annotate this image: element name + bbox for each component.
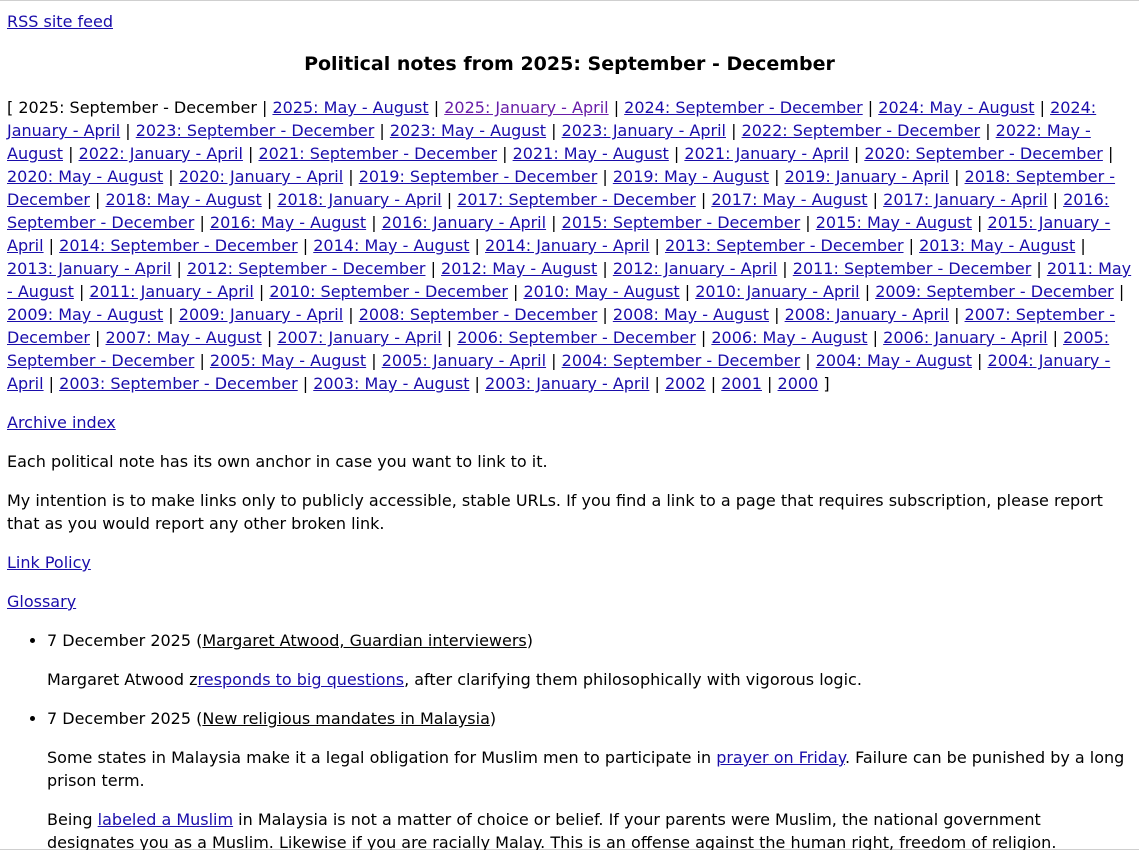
archive-link[interactable]: 2013: January - April <box>7 259 172 278</box>
archive-link[interactable]: 2022: May - August <box>7 121 1091 163</box>
archive-link[interactable]: 2017: September - December <box>457 190 696 209</box>
archive-link[interactable]: 2008: May - August <box>612 305 770 324</box>
archive-link[interactable]: 2007: May - August <box>105 328 262 347</box>
note-source-link[interactable]: labeled a Muslim <box>97 810 234 829</box>
note-anchor-link[interactable]: New religious mandates in Malaysia <box>202 709 490 728</box>
note-heading: • 7 December 2025 (New religious mandates in Malaysia) <box>47 709 497 728</box>
archive-link[interactable]: 2004: September - December <box>561 351 801 370</box>
archive-link[interactable]: 2021: September - December <box>258 144 498 163</box>
link-policy-paragraph <box>7 551 1132 574</box>
archive-link[interactable]: 2006: May - August <box>711 328 868 347</box>
note-item <box>47 707 1132 850</box>
archive-link[interactable]: 2023: September - December <box>135 121 375 140</box>
note-text: Some states in Malaysia make it a legal obligation for Muslim men to participate in <box>47 748 717 767</box>
page-title: Political notes from 2025: September - December <box>304 53 835 75</box>
archive-link[interactable]: 2011: May - August <box>7 259 1132 301</box>
archive-link[interactable]: 2024: September - December <box>624 98 863 117</box>
archive-current-period: 2025: September - December <box>18 98 257 117</box>
archive-link[interactable]: 2008: January - April <box>784 305 949 324</box>
note-text: Margaret Atwood z <box>47 670 198 689</box>
archive-link[interactable]: 2020: September - December <box>864 144 1103 163</box>
archive-link[interactable]: 2025: May - August <box>272 98 429 117</box>
archive-link[interactable]: 2025: January - April <box>444 98 609 117</box>
page-content <box>0 10 1139 850</box>
archive-link[interactable]: 2007: January - April <box>277 328 442 347</box>
archive-link[interactable]: 2019: September - December <box>358 167 598 186</box>
archive-link[interactable]: 2020: January - April <box>178 167 344 186</box>
anchor-note: Each political note has its own anchor in case you want to link to it. <box>7 452 548 471</box>
archive-link[interactable]: 2003: May - August <box>313 374 470 393</box>
archive-links: | 2025: May - August | 2025: January - April | 2024: September - December | 2024: May - August | 2024: January - April | 2023: September - December | 2023: May - August | 2023: January - April | 2022: September - December | 2022: May - August | 2022: January - April | 2021: September - December | 2021: May - August | 2021: January - April | 2020: September - December | 2020: May - August | 2020: January - April | 2019: September - December | 2019: May - August | 2019: January - April | 2018: September - December | 2018: May - August | 2018: January - April | 2017: September - December | 2017: May - August | 2017: January - April | 2016: September - December | 2016: May - August | 2016: January - April | 2015: September - December | 2015: May - August | 2015: January - April | 2014: September - December | 2014: May - August | 2014: January - April | 2013: September - December | 2013: May - August | 2013: January - April | 2012: September - December | 2012: May - August | 2012: January - April | 2011: September - December | 2011: May - August | 2011: January - April | 2010: September - December | 2010: May - August | 2010: January - April | 2009: September - December | 2009: May - August | 2009: January - April | 2008: September - December | 2008: May - August | 2008: January - April | 2007: September - December | 2007: May - August | 2007: January - April | 2006: September - December | 2006: May - August | 2006: January - April | 2005: September - December | 2005: May - August | 2005: January - April | 2004: September - December | 2004: May - August | 2004: January - April | 2003: September - December | 2003: May - August | 2003: January - April | 2002 | 2001 | 2000 <box>7 98 1132 393</box>
archive-link[interactable]: 2019: May - August <box>612 167 770 186</box>
glossary-link[interactable]: Glossary <box>7 592 77 611</box>
archive-link[interactable]: 2006: September - December <box>457 328 696 347</box>
archive-link[interactable]: 2019: January - April <box>784 167 949 186</box>
archive-link[interactable]: 2018: May - August <box>105 190 262 209</box>
note-body <box>47 668 1132 691</box>
archive-open-bracket: [ <box>7 98 14 117</box>
archive-link[interactable]: 2024: May - August <box>878 98 1035 117</box>
archive-link[interactable]: 2001 <box>721 374 762 393</box>
link-policy-link[interactable]: Link Policy <box>7 553 91 572</box>
glossary-paragraph <box>7 590 1132 613</box>
archive-link[interactable]: 2010: May - August <box>523 282 680 301</box>
note-text: , after clarifying them philosophically with vigorous logic. <box>404 670 862 689</box>
archive-link[interactable]: 2020: May - August <box>7 167 164 186</box>
archive-link[interactable]: 2018: January - April <box>277 190 442 209</box>
archive-link[interactable]: 2004: January - April <box>7 351 1111 393</box>
archive-link[interactable]: 2010: January - April <box>695 282 860 301</box>
intention-note: My intention is to make links only to publicly accessible, stable URLs. If you find a link to a page that requires subscription, please report that as you would report any other broken link. <box>7 491 1103 533</box>
archive-close-bracket: ] <box>823 374 830 393</box>
note-body <box>47 808 1132 850</box>
archive-index-paragraph <box>7 411 1132 434</box>
archive-link[interactable]: 2004: May - August <box>815 351 972 370</box>
archive-link[interactable]: 2003: January - April <box>485 374 650 393</box>
archive-link[interactable]: 2002 <box>664 374 706 393</box>
note-text: in Malaysia is not a matter of choice or belief. If your parents were Muslim, the national government designates you as a Muslim. Likewise if you are racially Malay. This is an offense against the human right, freedom of religion. <box>47 810 1057 850</box>
archive-link[interactable]: 2014: September - December <box>59 236 298 255</box>
archive-link[interactable]: 2021: May - August <box>512 144 669 163</box>
rss-paragraph <box>7 10 1132 33</box>
archive-link[interactable]: 2012: May - August <box>441 259 598 278</box>
archive-link[interactable]: 2016: May - August <box>209 213 367 232</box>
note-source-link[interactable]: responds to big questions <box>197 670 405 689</box>
archive-link[interactable]: 2015: May - August <box>815 213 972 232</box>
archive-link[interactable]: 2005: September - December <box>7 328 1110 370</box>
archive-link[interactable]: 2018: September - December <box>7 167 1116 209</box>
note-date: 7 December 2025 <box>47 709 192 728</box>
note-heading: • 7 December 2025 (Margaret Atwood, Guardian interviewers) <box>47 631 534 650</box>
archive-link[interactable]: 2012: September - December <box>186 259 426 278</box>
archive-link[interactable]: 2007: September - December <box>7 305 1116 347</box>
archive-link[interactable]: 2009: May - August <box>7 305 164 324</box>
archive-link[interactable]: 2016: January - April <box>381 213 547 232</box>
notes-list <box>7 629 1132 850</box>
rss-feed-link[interactable]: RSS site feed <box>7 12 113 31</box>
archive-link[interactable]: 2014: May - August <box>313 236 470 255</box>
archive-link[interactable]: 2015: January - April <box>7 213 1111 255</box>
note-body <box>47 746 1132 792</box>
archive-nav <box>7 96 1132 395</box>
archive-link[interactable]: 2005: May - August <box>209 351 367 370</box>
archive-link[interactable]: 2008: September - December <box>358 305 598 324</box>
note-date: 7 December 2025 <box>47 631 192 650</box>
archive-link[interactable]: 2005: January - April <box>381 351 547 370</box>
archive-link[interactable]: 2022: September - December <box>741 121 981 140</box>
archive-link[interactable]: 2023: May - August <box>389 121 547 140</box>
archive-link[interactable]: 2006: January - April <box>883 328 1048 347</box>
archive-link[interactable]: 2009: January - April <box>178 305 344 324</box>
archive-link[interactable]: 2014: January - April <box>485 236 650 255</box>
note-anchor-link[interactable]: Margaret Atwood, Guardian interviewers <box>202 631 527 650</box>
archive-link[interactable]: 2016: September - December <box>7 190 1110 232</box>
archive-link[interactable]: 2009: September - December <box>875 282 1114 301</box>
archive-link[interactable]: 2012: January - April <box>612 259 778 278</box>
archive-link[interactable]: 2015: September - December <box>561 213 801 232</box>
archive-link[interactable]: 2024: January - April <box>7 98 1097 140</box>
note-text: . Failure can be punished by a long prison term. <box>47 748 1125 790</box>
archive-link[interactable]: 2013: September - December <box>664 236 904 255</box>
archive-link[interactable]: 2011: January - April <box>89 282 254 301</box>
archive-link[interactable]: 2003: September - December <box>59 374 298 393</box>
archive-link[interactable]: 2017: May - August <box>711 190 868 209</box>
archive-link[interactable]: 2023: January - April <box>561 121 726 140</box>
archive-link[interactable]: 2021: January - April <box>684 144 849 163</box>
archive-link[interactable]: 2011: September - December <box>792 259 1032 278</box>
note-source-link[interactable]: prayer on Friday <box>716 748 845 767</box>
archive-link[interactable]: 2010: September - December <box>269 282 508 301</box>
note-text: Being <box>47 810 98 829</box>
archive-link[interactable]: 2022: January - April <box>78 144 243 163</box>
archive-link[interactable]: 2013: May - August <box>919 236 1076 255</box>
note-item <box>47 629 1132 691</box>
archive-link[interactable]: 2000 <box>777 374 819 393</box>
archive-index-link[interactable]: Archive index <box>7 413 116 432</box>
archive-link[interactable]: 2017: January - April <box>883 190 1048 209</box>
